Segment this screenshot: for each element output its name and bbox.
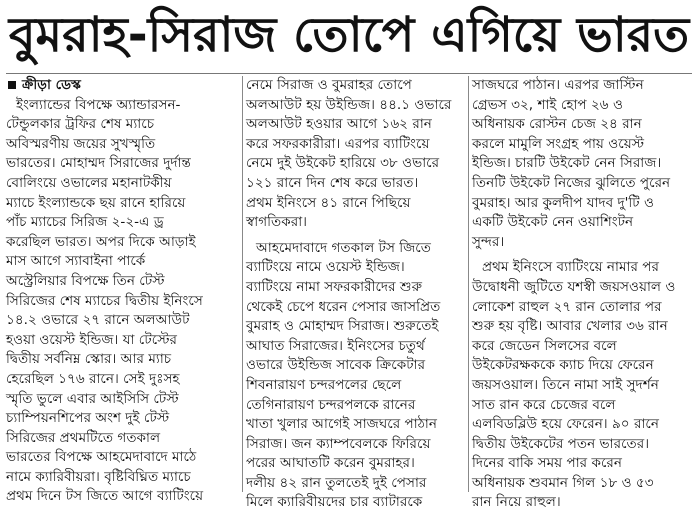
text-line: দ্বিতীয় সর্বনিম্ন স্কোর। আর ম্যাচ (6, 351, 172, 368)
text-line: বোলিংয়ে ওভালের মহানাটকীয় (6, 174, 172, 191)
text-line: স্মৃতি ভুলে এবার আইসিসি টেস্ট (6, 390, 179, 407)
text-line: পরের আঘাতটি করেন বুমরাহর। (246, 455, 415, 472)
text-line: প্রথম দিনে টস জিতে আগে ব্যাটিংয়ে (6, 488, 204, 505)
text-line: করেছিল ভারত। অপর দিকে আড়াই (6, 233, 196, 250)
text-line: নামে ক্যারিবীয়রা। বৃষ্টিবিঘ্নিত ম্যাচে (6, 468, 191, 485)
text-line: সিরিজের প্রথমটিতে গতকাল (6, 429, 161, 446)
text-line: সুন্দর। (472, 233, 505, 250)
column-divider (468, 76, 469, 492)
article-column-1 (6, 76, 238, 505)
text-line: লোকেশ রাহুল ২৭ রান তোলার পর (472, 298, 662, 315)
text-line: ভারতের বিপক্ষে আহমেদাবাদে মাঠে (6, 449, 197, 466)
text-line: অবিস্মরণীয় জয়ের সুখস্মৃতি (6, 135, 156, 152)
text-line: থেকেই চেপে ধরেন পেসার জাসপ্রিত (246, 298, 441, 315)
text-line: ইংল্যান্ডের বিপক্ষে অ্যান্ডারসন- (16, 96, 181, 113)
text-line: খাতা খুলার আগেই সাজঘরে পাঠান (246, 416, 437, 433)
text-line: গ্রেভস ৩২, শাই হোপ ২৬ ও (472, 96, 623, 113)
desk-label: ক্রীড়া ডেস্ক (22, 77, 81, 93)
text-line: রান নিয়ে রাহুল। (472, 494, 561, 511)
text-line: ১৪.২ ওভারে ২৭ রানে অলআউট (6, 312, 190, 329)
text-line: অলআউট হওয়ার আগে ১৬২ রান (246, 116, 432, 133)
text-line: মাস আগে স্যাবাইনা পার্কে (6, 253, 146, 270)
article-column-3 (472, 76, 692, 511)
text-line: সিরাজ। জন ক্যাম্পবেলকে ফিরিয়ে (246, 435, 431, 452)
square-bullet-icon (8, 81, 16, 89)
text-line: দিনের বাকি সময় পার করেন (472, 455, 623, 472)
text-line: অলআউট হয় উইন্ডিজ। ৪৪.১ ওভারে (246, 96, 452, 113)
text-line: অধিনায়ক শুবমান গিল ১৮ ও ৫৩ (472, 474, 654, 491)
text-line: দ্বিতীয় উইকেটের পতন ভারতের। (472, 435, 650, 452)
text-line: নেমে সিরাজ ও বুমরাহর তোপে (246, 77, 412, 93)
text-line: উদ্বোধনী জুটিতে যশস্বী জয়সওয়াল ও (472, 278, 676, 295)
text-line: এলবিডব্লিউ হয়ে ফেরেন। ৯০ রানে (472, 416, 659, 433)
text-line: তেগিনারায়ণ চন্দরপলকে রানের (246, 396, 416, 413)
text-line: করে জেডেন সিলসের বলে (472, 337, 617, 354)
text-line: বুমরাহ। আর কুলদীপ যাদব দু'টি ও (472, 194, 655, 211)
text-line: চ্যাম্পিয়নশিপের অংশ দুই টেস্ট (6, 410, 170, 427)
text-line: পাঁচ ম্যাচের সিরিজ ২-২-এ ড্র (6, 214, 164, 231)
text-line: ব্যাটিংয়ে নামা সফরকারীদের শুরু (246, 278, 422, 295)
text-line: হেরেছিল ১৭৬ রানে। সেই দুঃসহ (6, 370, 180, 387)
text-line: তিনটি উইকেট নিজের ঝুলিতে পুরেন (472, 174, 671, 191)
column-divider (242, 76, 243, 492)
text-line: সিরিজের শেষ ম্যাচের দ্বিতীয় ইনিংসে (6, 292, 203, 309)
text-line: ওভারে উইন্ডিজ সাবেক ক্রিকেটার (246, 357, 426, 374)
text-line: ব্যাটিংয়ে নামে ওয়েস্ট ইন্ডিজ। (246, 259, 405, 276)
text-line: শিবনারায়ণ চন্দরপলের ছেলে (246, 376, 402, 393)
text-line: স্বাগতিকরা। (246, 214, 308, 231)
article-column-2 (246, 76, 464, 511)
text-line: হওয়া ওয়েস্ট ইন্ডিজ। যা টেস্টের (6, 331, 178, 348)
text-line: প্রথম ইনিংসে ব্যাটিংয়ে নামার পর (482, 259, 659, 276)
text-line: অস্ট্রেলিয়ার বিপক্ষে তিন টেস্ট (6, 272, 165, 289)
text-line: ম্যাচে ইংল্যান্ডকে ছয় রানে হারিয়ে (6, 194, 186, 211)
text-line: টেন্ডুলকার ট্রফির শেষ ম্যাচে (6, 116, 155, 133)
text-line: করলে মামুলি সংগ্রহ পায় ওয়েস্ট (472, 135, 645, 152)
text-line: ভারতের। মোহাম্মদ সিরাজের দুর্দান্ত (6, 155, 191, 172)
text-line: জয়সওয়াল। তিনে নামা সাই সুদর্শন (472, 376, 659, 393)
text-line: ইন্ডিজ। চারটি উইকেট নেন সিরাজ। (472, 155, 662, 172)
text-line: অধিনায়ক রোস্টন চেজ ২৪ রান (472, 116, 642, 133)
text-line: আহমেদাবাদে গতকাল টস জিতে (256, 239, 431, 256)
text-line: উইকেটরক্ষককে ক্যাচ দিয়ে ফেরেন (472, 357, 654, 374)
text-line: আঘাত সিরাজের। ইনিংসের চতুর্থ (246, 337, 425, 354)
text-line: দলীয় ৪২ রান তুলতেই দুই পেসার (246, 474, 427, 491)
text-line: বুমরাহ ও মোহাম্মদ সিরাজ। শুরুতেই (246, 318, 439, 335)
text-line: মিলে ক্যারিবীয়দের চার ব্যাটারকে (246, 494, 423, 511)
text-line: ১২১ রানে দিন শেষ করে ভারত। (246, 174, 419, 191)
text-line: সাত রান করে চেজের বলে (472, 396, 616, 413)
text-line: নেমে দুই উইকেট হারিয়ে ৩৮ ওভারে (246, 155, 440, 172)
headline-divider (6, 73, 692, 74)
byline (6, 76, 238, 96)
headline: বুমরাহ-সিরাজ তোপে এগিয়ে ভারত (8, 7, 690, 63)
text-line: করে সফরকারীরা। এরপর ব্যাটিংয়ে (246, 135, 430, 152)
text-line: একটি উইকেট নেন ওয়াশিংটন (472, 214, 634, 231)
text-line: প্রথম ইনিংসে ৪১ রানে পিছিয়ে (246, 194, 411, 211)
text-line: সাজঘরে পাঠান। এরপর জাস্টিন (472, 77, 644, 93)
text-line: শুরু হয় বৃষ্টি। আবার খেলার ৩৬ রান (472, 318, 668, 335)
